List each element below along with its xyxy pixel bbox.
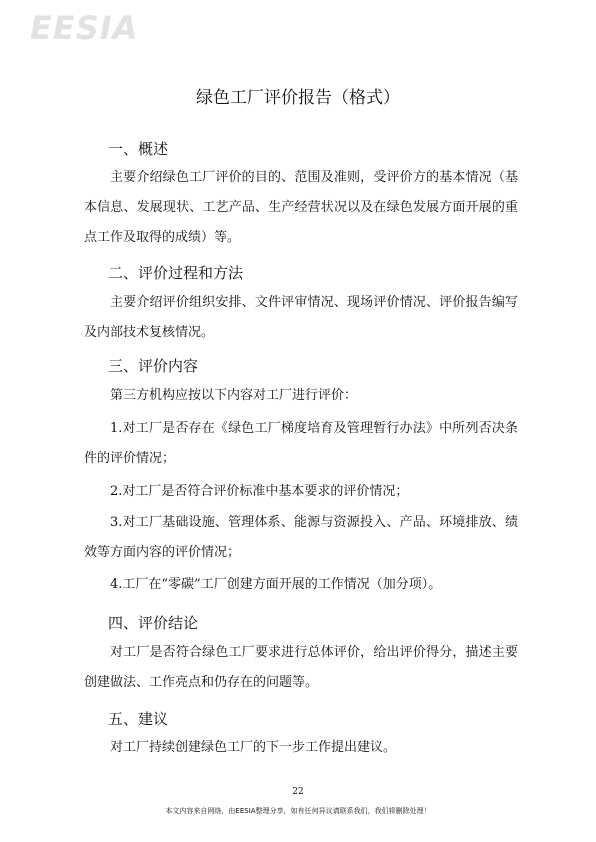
section-paragraph: 主要介绍绿色工厂评价的目的、范围及准则，受评价方的基本情况（基本信息、发展现状、工艺产品、生产经营状况以及在绿色发展方面开展的重点工作及取得的成绩）等。	[84, 170, 518, 245]
section-heading-content: 三、评价内容	[108, 357, 199, 375]
section-paragraph: 1.对工厂是否存在《绿色工厂梯度培育及管理暂行办法》中所列否决条件的评价情况；	[84, 421, 518, 466]
section-paragraph: 2.对工厂是否符合评价标准中基本要求的评价情况；	[110, 484, 409, 499]
section-heading-overview: 一、概述	[108, 140, 169, 158]
section-paragraph: 3.对工厂基础设施、管理体系、能源与资源投入、产品、环境排放、绩效等方面内容的评价情况；	[84, 515, 518, 560]
page-number: 22	[292, 787, 304, 797]
section-paragraph: 4.工厂在“零碳”工厂创建方面开展的工作情况（加分项）。	[110, 577, 442, 592]
section-heading-process: 二、评价过程和方法	[108, 264, 244, 282]
section-heading-conclusion: 四、评价结论	[108, 614, 199, 632]
section-heading-suggestions: 五、建议	[108, 710, 169, 728]
section-paragraph: 主要介绍评价组织安排、文件评审情况、现场评价情况、评价报告编写及内部技术复核情况。	[84, 295, 518, 340]
footer-disclaimer: 本文内容来自网络，由EESIA整理分享，如有任何异议请联系我们，我们将删除处理！	[165, 807, 431, 815]
section-paragraph: 对工厂是否符合绿色工厂要求进行总体评价，给出评价得分，描述主要创建做法、工作亮点和仍存在的问题等。	[84, 645, 518, 690]
section-paragraph: 第三方机构应按以下内容对工厂进行评价：	[110, 388, 358, 403]
eesia-watermark-logo: EESIA	[30, 9, 139, 47]
section-paragraph: 对工厂持续创建绿色工厂的下一步工作提出建议。	[110, 740, 397, 755]
document-title: 绿色工厂评价报告（格式）	[196, 88, 400, 108]
